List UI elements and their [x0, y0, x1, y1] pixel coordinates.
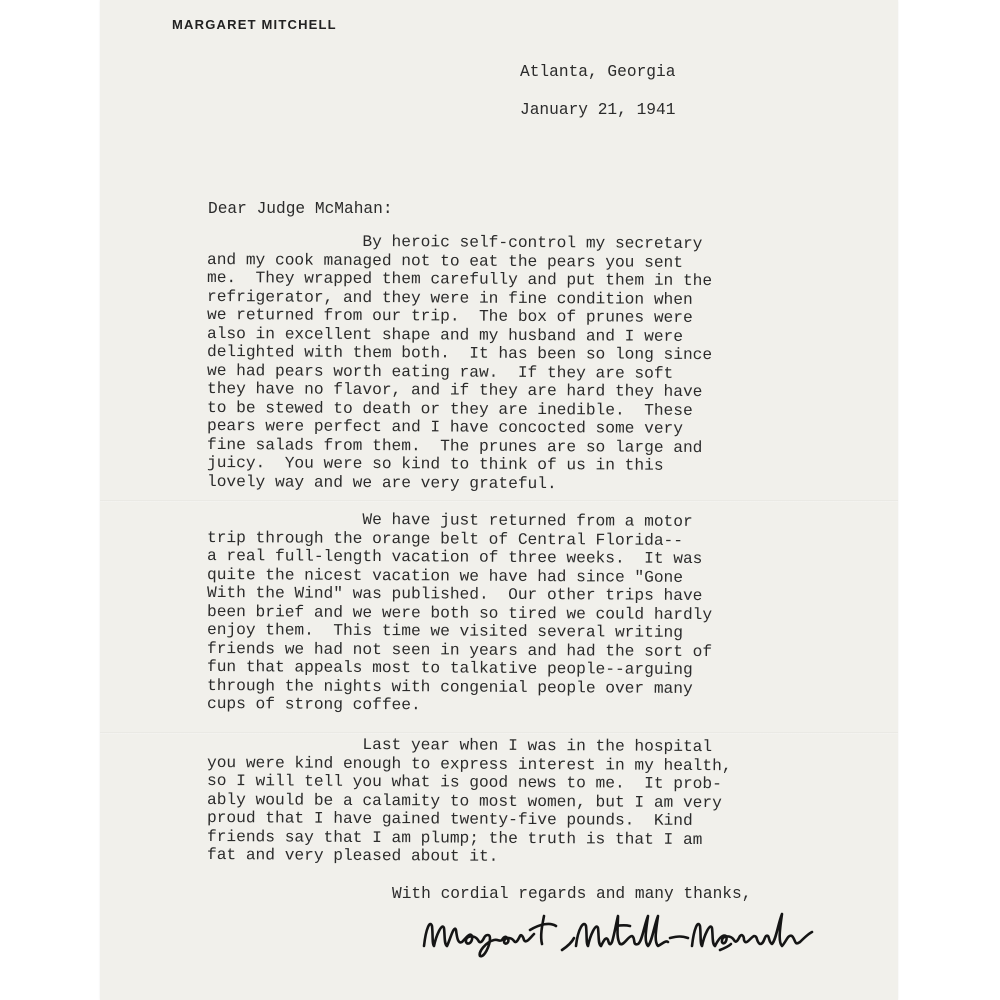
text-line: friends say that I am plump; the truth is that I am: [206, 827, 703, 849]
paragraph-1: [207, 232, 827, 491]
text-line: we returned from our trip. The box of prunes were: [206, 306, 693, 327]
text-line: enjoy them. This time we visited several writing: [206, 621, 684, 642]
text-line: juicy. You were so kind to think of us in this: [206, 454, 664, 475]
handwritten-signature: [420, 906, 815, 966]
paragraph-3: [207, 735, 827, 865]
salutation: Dear Judge McMahan:: [208, 200, 393, 218]
text-line: With the Wind" was published. Our other trips have: [206, 584, 703, 606]
text-line: also in excellent shape and my husband and I were: [206, 324, 684, 346]
paper-fold-line: [100, 732, 898, 734]
text-line: fun that appeals most to talkative people--arguing: [206, 658, 693, 679]
text-line: so I will tell you what is good news to me. It prob-: [206, 772, 722, 794]
paragraph-2: [207, 510, 827, 714]
text-line: we had pears worth eating raw. If they are soft: [206, 361, 674, 383]
text-line: fine salads from them. The prunes are so large and: [206, 435, 703, 457]
text-line: ably would be a calamity to most women, but I am very: [206, 790, 722, 812]
text-line: through the nights with congenial people over many: [206, 676, 693, 698]
text-line: quite the nicest vacation we have had since "Gone: [206, 565, 684, 587]
text-line: delighted with them both. It has been so long since: [206, 343, 713, 365]
text-line: me. They wrapped them carefully and put them in the: [206, 269, 713, 291]
text-line: pears were perfect and I have concocted some very: [206, 417, 684, 438]
text-line: trip through the orange belt of Central Florida--: [206, 528, 684, 550]
text-line: fat and very pleased about it.: [206, 846, 499, 866]
text-line: they have no flavor, and if they are hard they have: [206, 380, 703, 402]
text-line: to be stewed to death or they are inedible. These: [206, 398, 693, 420]
letter-place: Atlanta, Georgia: [520, 63, 676, 81]
text-line: and my cook managed not to eat the pears you sent: [206, 250, 684, 272]
text-line: Last year when I was in the hospital: [206, 735, 713, 757]
text-line: We have just returned from a motor: [206, 510, 693, 531]
text-line: proud that I have gained twenty-five pounds. Kind: [206, 809, 693, 830]
letter-date: January 21, 1941: [520, 101, 676, 119]
text-line: friends we had not seen in years and had the sort of: [206, 639, 713, 661]
text-line: lovely way and we are very grateful.: [206, 472, 557, 493]
letterhead: MARGARET MITCHELL: [172, 17, 337, 32]
paper-fold-line: [100, 500, 898, 502]
text-line: cups of strong coffee.: [206, 695, 421, 715]
text-line: refrigerator, and they were in fine condition when: [206, 287, 693, 309]
text-line: you were kind enough to express interest in my health,: [206, 753, 732, 775]
closing: With cordial regards and many thanks,: [392, 885, 752, 903]
text-line: been brief and we were both so tired we could hardly: [206, 602, 713, 624]
text-line: By heroic self-control my secretary: [206, 232, 703, 254]
text-line: a real full-length vacation of three weeks. It was: [206, 547, 703, 569]
